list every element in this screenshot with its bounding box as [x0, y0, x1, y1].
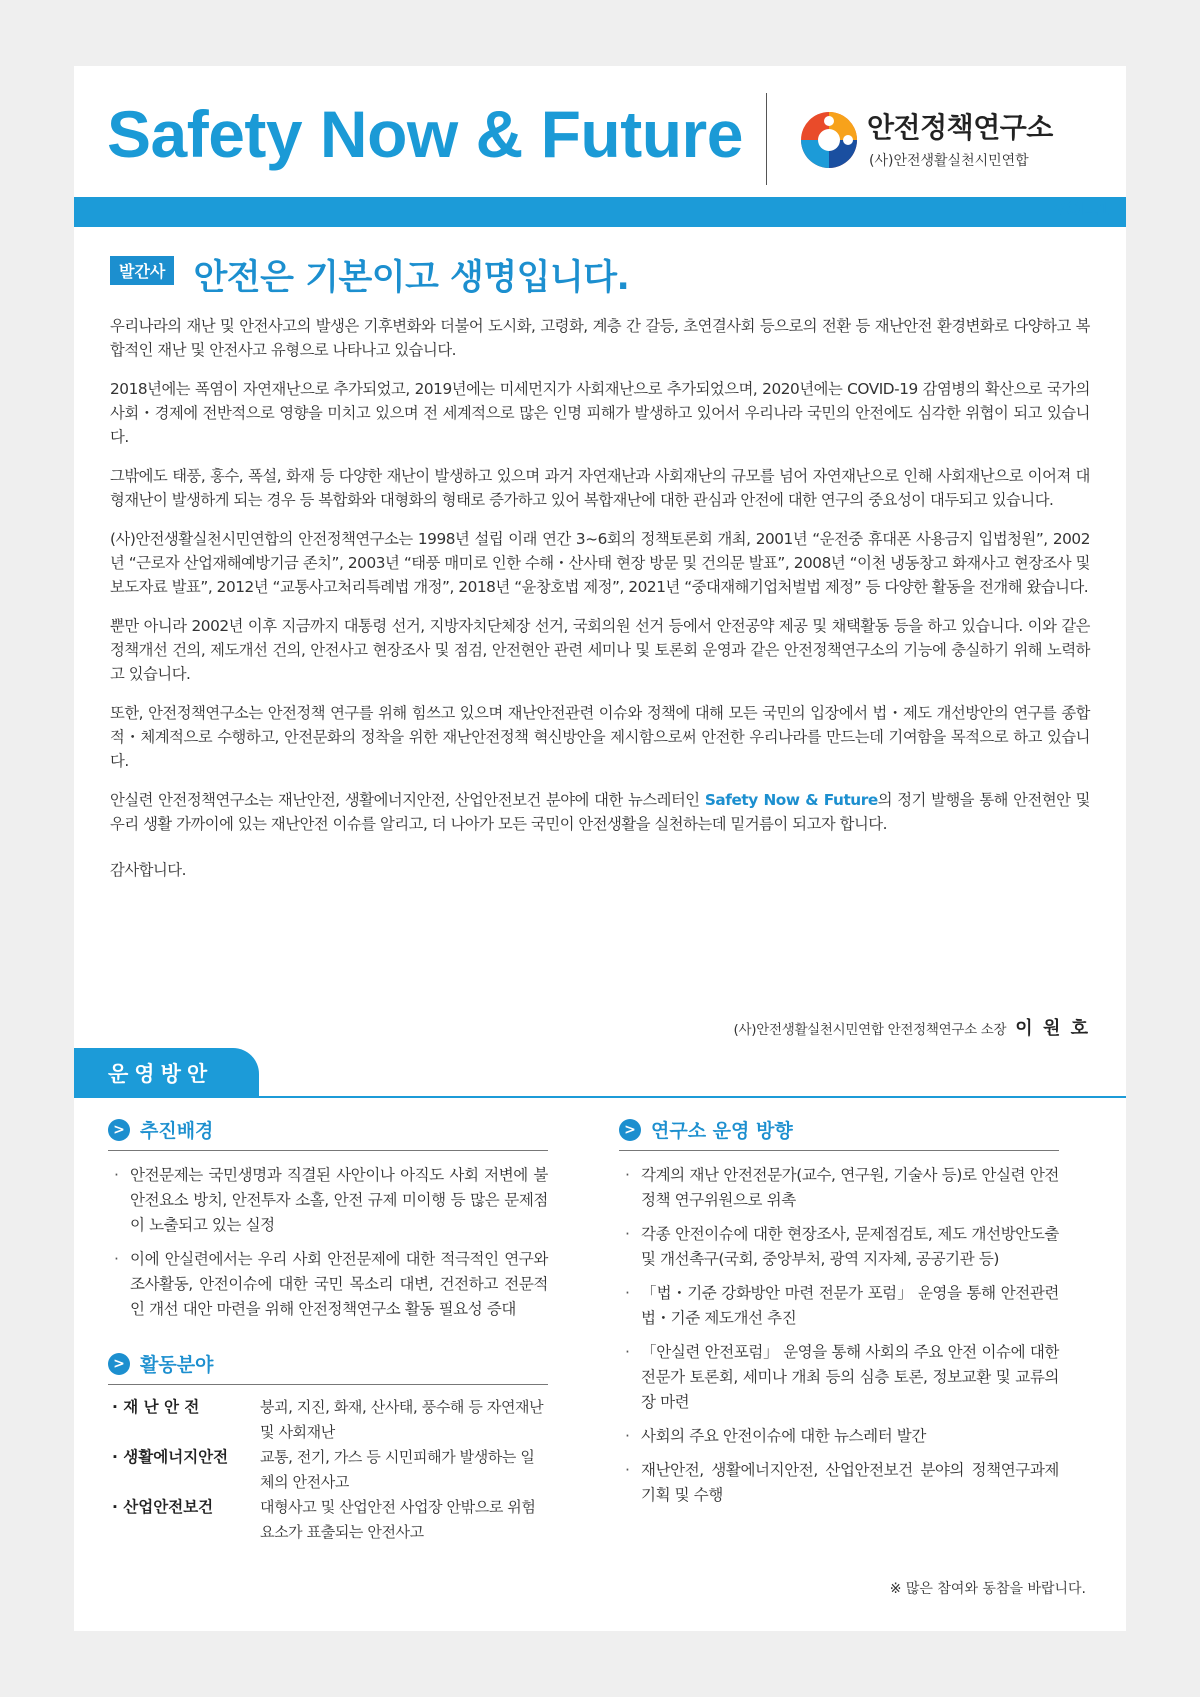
list-item [619, 1222, 1059, 1272]
list-item-text: 각종 안전이슈에 대한 현장조사, 문제점검토, 제도 개선방안도출 및 개선촉구(국회, 중앙부처, 광역 지자체, 공공기관 등) [641, 1225, 1059, 1268]
editorial-paragraph: 그밖에도 태풍, 홍수, 폭설, 화재 등 다양한 재난이 발생하고 있으며 과거 자연재난과 사회재난의 규모를 넘어 자연재난으로 인해 사회재난으로 이어져 대형재난이 발생하게 되는 경우 등 복합화와 대형화의 형태로 증가하고 있어 복합재난에 대한 관심과 안전에 대한 연구의 중요성이 대두되고 있습니다. [110, 467, 1090, 509]
list-item-text: 재난안전, 생활에너지안전, 산업안전보건 분야의 정책연구과제 기획 및 수행 [641, 1461, 1059, 1504]
fields-list [108, 1395, 548, 1545]
fields-title: 활동분야 [140, 1354, 214, 1376]
background-title: 추진배경 [140, 1120, 214, 1142]
list-item [619, 1340, 1059, 1415]
signature-name: 이 원 호 [1015, 1018, 1090, 1039]
volume-label: VOL.1 [1052, 199, 1110, 220]
bullet-dot: · [114, 1250, 119, 1268]
org-subtitle: (사)안전생활실천시민연합 [869, 153, 1029, 169]
newsletter-page [74, 66, 1126, 1631]
field-label: · 산업안전보건 [112, 1498, 214, 1516]
bullet-dot: · [625, 1343, 630, 1361]
direction-title: 연구소 운영 방향 [651, 1120, 793, 1142]
newsletter-title: Safety Now & Future [107, 97, 743, 171]
editorial-headline: 안전은 기본이고 생명입니다. [193, 258, 630, 298]
editorial-body [110, 314, 1090, 882]
puzzle-circle-logo-icon [799, 110, 859, 170]
editorial-heading [110, 250, 629, 300]
closing-note: ※ 많은 참여와 동참을 바랍니다. [889, 1581, 1086, 1597]
operation-section-title: 운영방안 [108, 1062, 214, 1086]
right-column [619, 1106, 1059, 1517]
bullet-dot: · [625, 1284, 630, 1302]
closing-thanks: 감사합니다. [110, 861, 187, 879]
list-item [619, 1281, 1059, 1331]
list-item [619, 1458, 1059, 1508]
masthead-divider [766, 93, 767, 185]
paragraph-text: 안실련 안전정책연구소는 재난안전, 생활에너지안전, 산업안전보건 분야에 대한 뉴스레터인 [110, 791, 705, 809]
editorial-paragraph: (사)안전생활실천시민연합의 안전정책연구소는 1998년 설립 이래 연간 3~6회의 정책토론회 개최, 2001년 “운전중 휴대폰 사용금지 입법청원”, 2002년 “근로자 산업재해예방기금 존치”, 2003년 “태풍 매미로 인한 수해・산사태 현장 방문 및 건의문 발표”, 2008년 “이천 냉동창고 화재사고 현장조사 및 보도자료 발표”, 2012년 “교통사고처리특례법 개정”, 2018년 “윤창호법 제정”, 2021년 “중대재해기업처벌법 제정” 등 다양한 활동을 전개해 왔습니다. [110, 530, 1090, 596]
header-band [74, 197, 1126, 227]
chevron-right-circle-icon: > [108, 1119, 130, 1141]
list-item [108, 1163, 548, 1238]
bullet-dot: · [114, 1166, 119, 1184]
field-description: 대형사고 및 산업안전 사업장 안밖으로 위험요소가 표출되는 안전사고 [260, 1498, 536, 1541]
field-row [108, 1445, 548, 1495]
editorial-paragraph: 뿐만 아니라 2002년 이후 지금까지 대통령 선거, 지방자치단체장 선거, 국회의원 선거 등에서 안전공약 제공 및 채택활동 등을 하고 있습니다. 이와 같은 정책개선 건의, 제도개선 건의, 안전사고 현장조사 및 점검, 안전현안 관련 세미나 및 토론회 운영과 같은 안전정책연구소의 기능에 충실하기 위해 노력하고 있습니다. [110, 617, 1090, 683]
background-list [108, 1163, 548, 1322]
list-item-text: 「안실련 안전포럼」 운영을 통해 사회의 주요 안전 이슈에 대한 전문가 토론회, 세미나 개최 등의 심층 토론, 정보교환 및 교류의 장 마련 [641, 1343, 1059, 1411]
chevron-right-circle-icon: > [108, 1353, 130, 1375]
list-item-text: 각계의 재난 안전전문가(교수, 연구원, 기술사 등)로 안실련 안전정책 연구위원으로 위촉 [641, 1166, 1059, 1209]
direction-list [619, 1163, 1059, 1508]
paragraph-text: 의 정기 발행을 통해 안전현안 및 우리 생활 가까이에 있는 재난안전 이슈를 알리고, 더 나아가 모든 국민이 안전생활을 실천하는데 밑거름이 되고자 합니다. [110, 791, 1091, 833]
list-item-text: 「법・기준 강화방안 마련 전문가 포럼」 운영을 통해 안전관련 법・기준 제도개선 추진 [641, 1284, 1059, 1327]
operation-section-tab [74, 1048, 259, 1098]
field-label: · 생활에너지안전 [112, 1448, 229, 1466]
section-divider [259, 1096, 1126, 1098]
fields-heading [108, 1344, 548, 1385]
field-label-text: 생활에너지안전 [123, 1448, 229, 1466]
editorial-paragraph [110, 788, 1090, 836]
field-row [108, 1495, 548, 1545]
signature [734, 1014, 1090, 1040]
bullet-dot: · [625, 1461, 630, 1479]
field-description: 붕괴, 지진, 화재, 산사태, 풍수해 등 자연재난 및 사회재난 [260, 1398, 544, 1441]
field-label-text: 재 난 안 전 [123, 1398, 200, 1416]
signature-org: (사)안전생활실천시민연합 안전정책연구소 소장 [733, 1022, 1007, 1038]
list-item [108, 1247, 548, 1322]
bullet-dot: · [625, 1225, 630, 1243]
field-row [108, 1395, 548, 1445]
editorial-paragraph: 2018년에는 폭염이 자연재난으로 추가되었고, 2019년에는 미세먼지가 사회재난으로 추가되었으며, 2020년에는 COVID-19 감염병의 확산으로 국가의 사회・경제에 전반적으로 영향을 미치고 있으며 전 세계적으로 많은 인명 피해가 발생하고 있어서 우리나라 국민의 안전에도 심각한 위협이 되고 있습니다. [110, 380, 1090, 446]
inline-brand-name: Safety Now & Future [704, 791, 878, 809]
list-item-text: 안전문제는 국민생명과 직결된 사안이나 아직도 사회 저변에 불안전요소 방치, 안전투자 소홀, 안전 규제 미이행 등 많은 문제점이 노출되고 있는 실정 [130, 1166, 548, 1234]
bullet-dot: · [625, 1166, 630, 1184]
editorial-paragraph: 또한, 안전정책연구소는 안전정책 연구를 위해 힘쓰고 있으며 재난안전관련 이슈와 정책에 대해 모든 국민의 입장에서 법・제도 개선방안의 연구를 종합적・체계적으로 수행하고, 안전문화의 정착을 위한 재난안전정책 혁신방안을 제시함으로써 안전한 우리나라를 만드는데 기여함을 목적으로 하고 있습니다. [110, 704, 1090, 770]
chevron-right-circle-icon: > [619, 1119, 641, 1141]
background-heading [108, 1110, 548, 1151]
editorial-badge: 발간사 [110, 256, 174, 285]
bullet-dot: · [625, 1427, 630, 1445]
field-description: 교통, 전기, 가스 등 시민피해가 발생하는 일체의 안전사고 [260, 1448, 535, 1491]
list-item [619, 1163, 1059, 1213]
editorial-paragraph: 우리나라의 재난 및 안전사고의 발생은 기후변화와 더불어 도시화, 고령화, 계층 간 갈등, 초연결사회 등으로의 전환 등 재난안전 환경변화로 다양하고 복합적인 재난 및 안전사고 유형으로 나타나고 있습니다. [110, 317, 1090, 359]
list-item-text: 사회의 주요 안전이슈에 대한 뉴스레터 발간 [641, 1427, 926, 1445]
field-label: · 재 난 안 전 [112, 1398, 200, 1416]
list-item-text: 이에 안실련에서는 우리 사회 안전문제에 대한 적극적인 연구와 조사활동, 안전이슈에 대한 국민 목소리 대변, 건전하고 전문적인 개선 대안 마련을 위해 안전정책연구소 활동 필요성 증대 [130, 1250, 548, 1318]
list-item [619, 1424, 1059, 1449]
direction-heading [619, 1110, 1059, 1151]
field-label-text: 산업안전보건 [123, 1498, 214, 1516]
left-column [108, 1106, 548, 1545]
org-name: 안전정책연구소 [867, 111, 1053, 144]
